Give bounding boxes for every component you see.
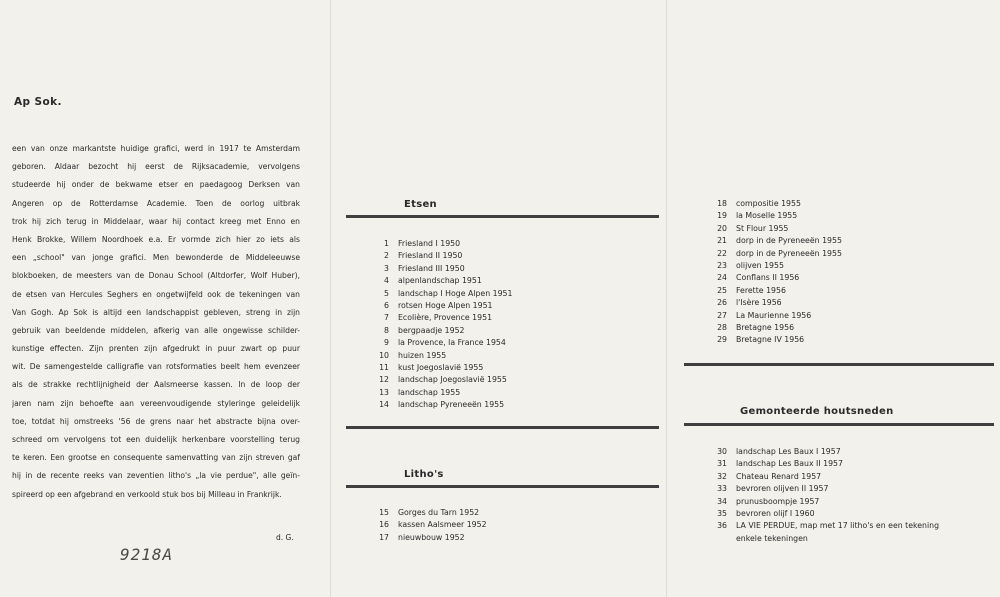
section-heading-houtsneden: Gemonteerde houtsneden [740,406,894,417]
catalog-title: landschap Joegoslavië 1955 [398,375,507,385]
catalog-item [710,496,939,508]
section-rule-houtsneden [684,423,994,426]
catalog-item [372,374,512,386]
catalog-item [710,285,842,297]
catalog-number: 9 [384,338,389,348]
catalog-item [372,300,512,312]
biography-line: trok hij zich terug in Middelaar, waar hij contact kreeg met Enno en [12,216,300,226]
houtsneden-list [710,446,939,545]
catalog-title: LA VIE PERDUE, map met 17 litho's en een tekening [736,521,940,531]
catalog-number: 32 [717,471,727,481]
catalog-title: nieuwbouw 1952 [398,532,465,542]
biography-line: kunstige effecten. Zijn prenten zijn afgedrukt in puur zwart op puur [12,344,300,354]
catalog-title: La Maurienne 1956 [736,310,812,320]
catalog-number: 1 [384,239,389,248]
fold-line-right [666,0,667,597]
catalog-number: 19 [717,211,727,221]
catalog-number: 12 [379,375,389,385]
catalog-item [372,275,512,287]
catalog-number: 24 [717,273,727,283]
artist-biography [12,140,300,504]
catalog-item [372,362,512,374]
catalog-title: Chateau Renard 1957 [736,471,822,481]
catalog-number: 34 [717,496,727,506]
catalog-number: 27 [717,310,727,320]
artist-heading: Ap Sok. [14,96,62,108]
biography-line: studeerde hij onder de bekwame etser en paedagoog Derksen van [12,180,300,190]
catalog-title: prunusboompje 1957 [736,496,820,506]
catalog-number: 5 [384,288,389,298]
biography-line: te keren. Een grootse en consequente samenvatting van zijn streven gaf [12,453,300,463]
catalog-item [710,322,842,334]
catalog-number: 21 [717,236,727,246]
catalog-number: 23 [717,260,727,270]
biography-line: de etsen van Hercules Seghers en ongetwijfeld ook de tekeningen van [12,289,300,299]
catalog-item [710,210,842,222]
catalog-number: 16 [379,520,389,530]
biography-line: een van onze markantste huidige grafici, werd in 1917 te Amsterdam [12,144,300,153]
catalog-item [710,458,939,470]
catalog-title: Friesland I 1950 [398,239,461,248]
catalog-item [372,350,512,362]
catalog-number: 26 [717,298,727,308]
catalog-number: 22 [717,248,727,258]
catalog-title: Ecolière, Provence 1951 [398,313,493,323]
biography-line: blokboeken, de meesters van de Donau School (Altdorfer, Wolf Huber), [12,271,300,281]
catalog-number: 17 [379,532,389,542]
biography-line: wit. De samengestelde calligrafie van rotsformaties beelt hem evenzeer [12,362,300,372]
section-rule-etsen-end [684,363,994,366]
catalog-number: 33 [717,484,727,494]
biography-line: Van Gogh. Ap Sok is altijd een landschappist gebleven, streng in zijn [12,307,300,317]
catalog-item [710,223,842,235]
catalog-number: 2 [384,251,389,261]
catalog-title: Ferette 1956 [736,285,786,295]
catalog-item [372,288,512,300]
biography-line: schreed om vervolgens tot een duidelijk herkenbare voorstelling terug [12,435,300,444]
catalog-number: 7 [384,313,389,323]
catalog-item [710,334,842,346]
catalog-item [710,483,939,495]
section-rule-lithos [346,485,659,488]
catalog-number: 36 [717,521,727,531]
catalog-item [710,471,939,483]
biography-line: jaren nam zijn behoefte aan vereenvoudigende styleringe geleidelijk [12,398,300,408]
catalog-item [710,520,939,532]
catalog-item [710,446,939,458]
catalog-title: Friesland III 1950 [398,263,465,273]
section-heading-etsen: Etsen [404,199,437,210]
catalog-item [372,250,512,262]
catalog-item [372,325,512,337]
catalog-number: 3 [384,263,389,273]
catalog-title: landschap Les Baux I 1957 [736,447,841,456]
catalog-item [372,263,512,275]
catalog-item [710,272,842,284]
catalog-title: huizen 1955 [398,350,447,360]
catalog-title: alpenlandschap 1951 [398,276,482,286]
handwritten-catalog-number: 9218A [120,545,174,564]
section-rule-etsen [346,215,659,218]
catalog-title: kust Joegoslavië 1955 [398,362,484,372]
catalog-title: Gorges du Tarn 1952 [398,508,480,517]
biography-line: geboren. Aldaar bezocht hij eerst de Rijksacademie, vervolgens [12,162,300,172]
catalog-number: 29 [717,335,727,345]
etsen-list-continued [710,198,842,347]
catalog-number: 6 [384,300,389,310]
catalog-title: dorp in de Pyreneeën 1955 [736,236,842,246]
catalog-number: 30 [717,447,727,456]
catalog-title: landschap Pyreneeën 1955 [398,400,505,410]
catalog-item [710,248,842,260]
catalog-title: landschap Les Baux II 1957 [736,459,843,469]
catalog-item [710,310,842,322]
catalog-title: la Moselle 1955 [736,211,798,221]
catalog-title: rotsen Hoge Alpen 1951 [398,300,493,310]
catalog-title: bergpaadje 1952 [398,325,465,335]
catalog-title: olijven 1955 [736,260,784,270]
etsen-list [372,238,512,411]
catalog-title: landschap I Hoge Alpen 1951 [398,288,513,298]
catalog-number: 14 [379,400,389,410]
catalog-item [372,337,512,349]
catalog-item [372,312,512,324]
section-heading-lithos: Litho's [404,469,444,480]
catalog-item-note: enkele tekeningen [736,533,808,543]
catalog-item [372,532,487,544]
catalog-item [372,238,512,250]
catalog-number: 35 [717,508,727,518]
catalog-item [710,198,842,210]
catalog-item [372,387,512,399]
catalog-item [372,519,487,531]
catalog-title: l'Isère 1956 [736,298,782,308]
biography-line: een „school" van jonge grafici. Men bewonderde de Middeleeuwse [12,253,300,263]
lithos-list [372,507,487,544]
catalog-number: 25 [717,285,727,295]
biography-line: Henk Brokke, Willem Noordhoek e.a. Er vormde zich hier zo iets als [12,234,300,244]
fold-line-left [330,0,331,597]
biography-line: spireerd op een afgebrand en verkoold stuk bos bij Milleau in Frankrijk. [12,489,282,499]
catalog-title: bevroren olijf I 1960 [736,508,815,518]
catalog-number: 15 [379,508,389,517]
catalog-item [372,399,512,411]
biography-line: toe, totdat hij omstreeks '56 de grens naar het abstracte bijna over- [12,416,300,426]
catalog-item [710,235,842,247]
catalog-number: 13 [379,387,389,397]
catalog-title: Friesland II 1950 [398,251,463,261]
catalog-number: 10 [379,350,389,360]
catalog-item [710,297,842,309]
catalog-item [710,508,939,520]
catalog-item [372,507,487,519]
catalog-number: 20 [717,223,727,233]
catalog-title: la Provence, la France 1954 [398,338,506,348]
catalog-number: 31 [717,459,727,469]
catalog-title: Bretagne 1956 [736,322,795,332]
catalog-number: 8 [384,325,389,335]
catalog-title: St Flour 1955 [736,223,789,233]
catalog-title: dorp in de Pyreneeën 1955 [736,248,842,258]
catalog-number: 28 [717,322,727,332]
catalog-title: bevroren olijven II 1957 [736,484,829,494]
catalog-number: 11 [379,362,389,372]
section-rule-lithos-top [346,426,659,429]
author-initials: d. G. [276,533,294,542]
catalog-item [710,260,842,272]
biography-line: als de strakke rechtlijnigheid der Aalsmeerse kassen. In de loop der [12,380,300,390]
biography-line: Angeren op de Rotterdamse Academie. Toen de oorlog uitbrak [12,198,300,208]
catalog-title: Bretagne IV 1956 [736,335,805,345]
biography-line: hij in de recente reeks van zeventien litho's „la vie perdue", alle geïn- [12,471,300,481]
catalog-number: 4 [384,276,389,286]
catalog-title: compositie 1955 [736,199,801,208]
biography-line: gebruik van beeldende middelen, afkerig van alle ongewisse schilder- [12,325,300,335]
catalog-title: landschap 1955 [398,387,461,397]
catalog-title: Conflans II 1956 [736,273,800,283]
catalog-title: kassen Aalsmeer 1952 [398,520,487,530]
catalog-number: 18 [717,199,727,208]
